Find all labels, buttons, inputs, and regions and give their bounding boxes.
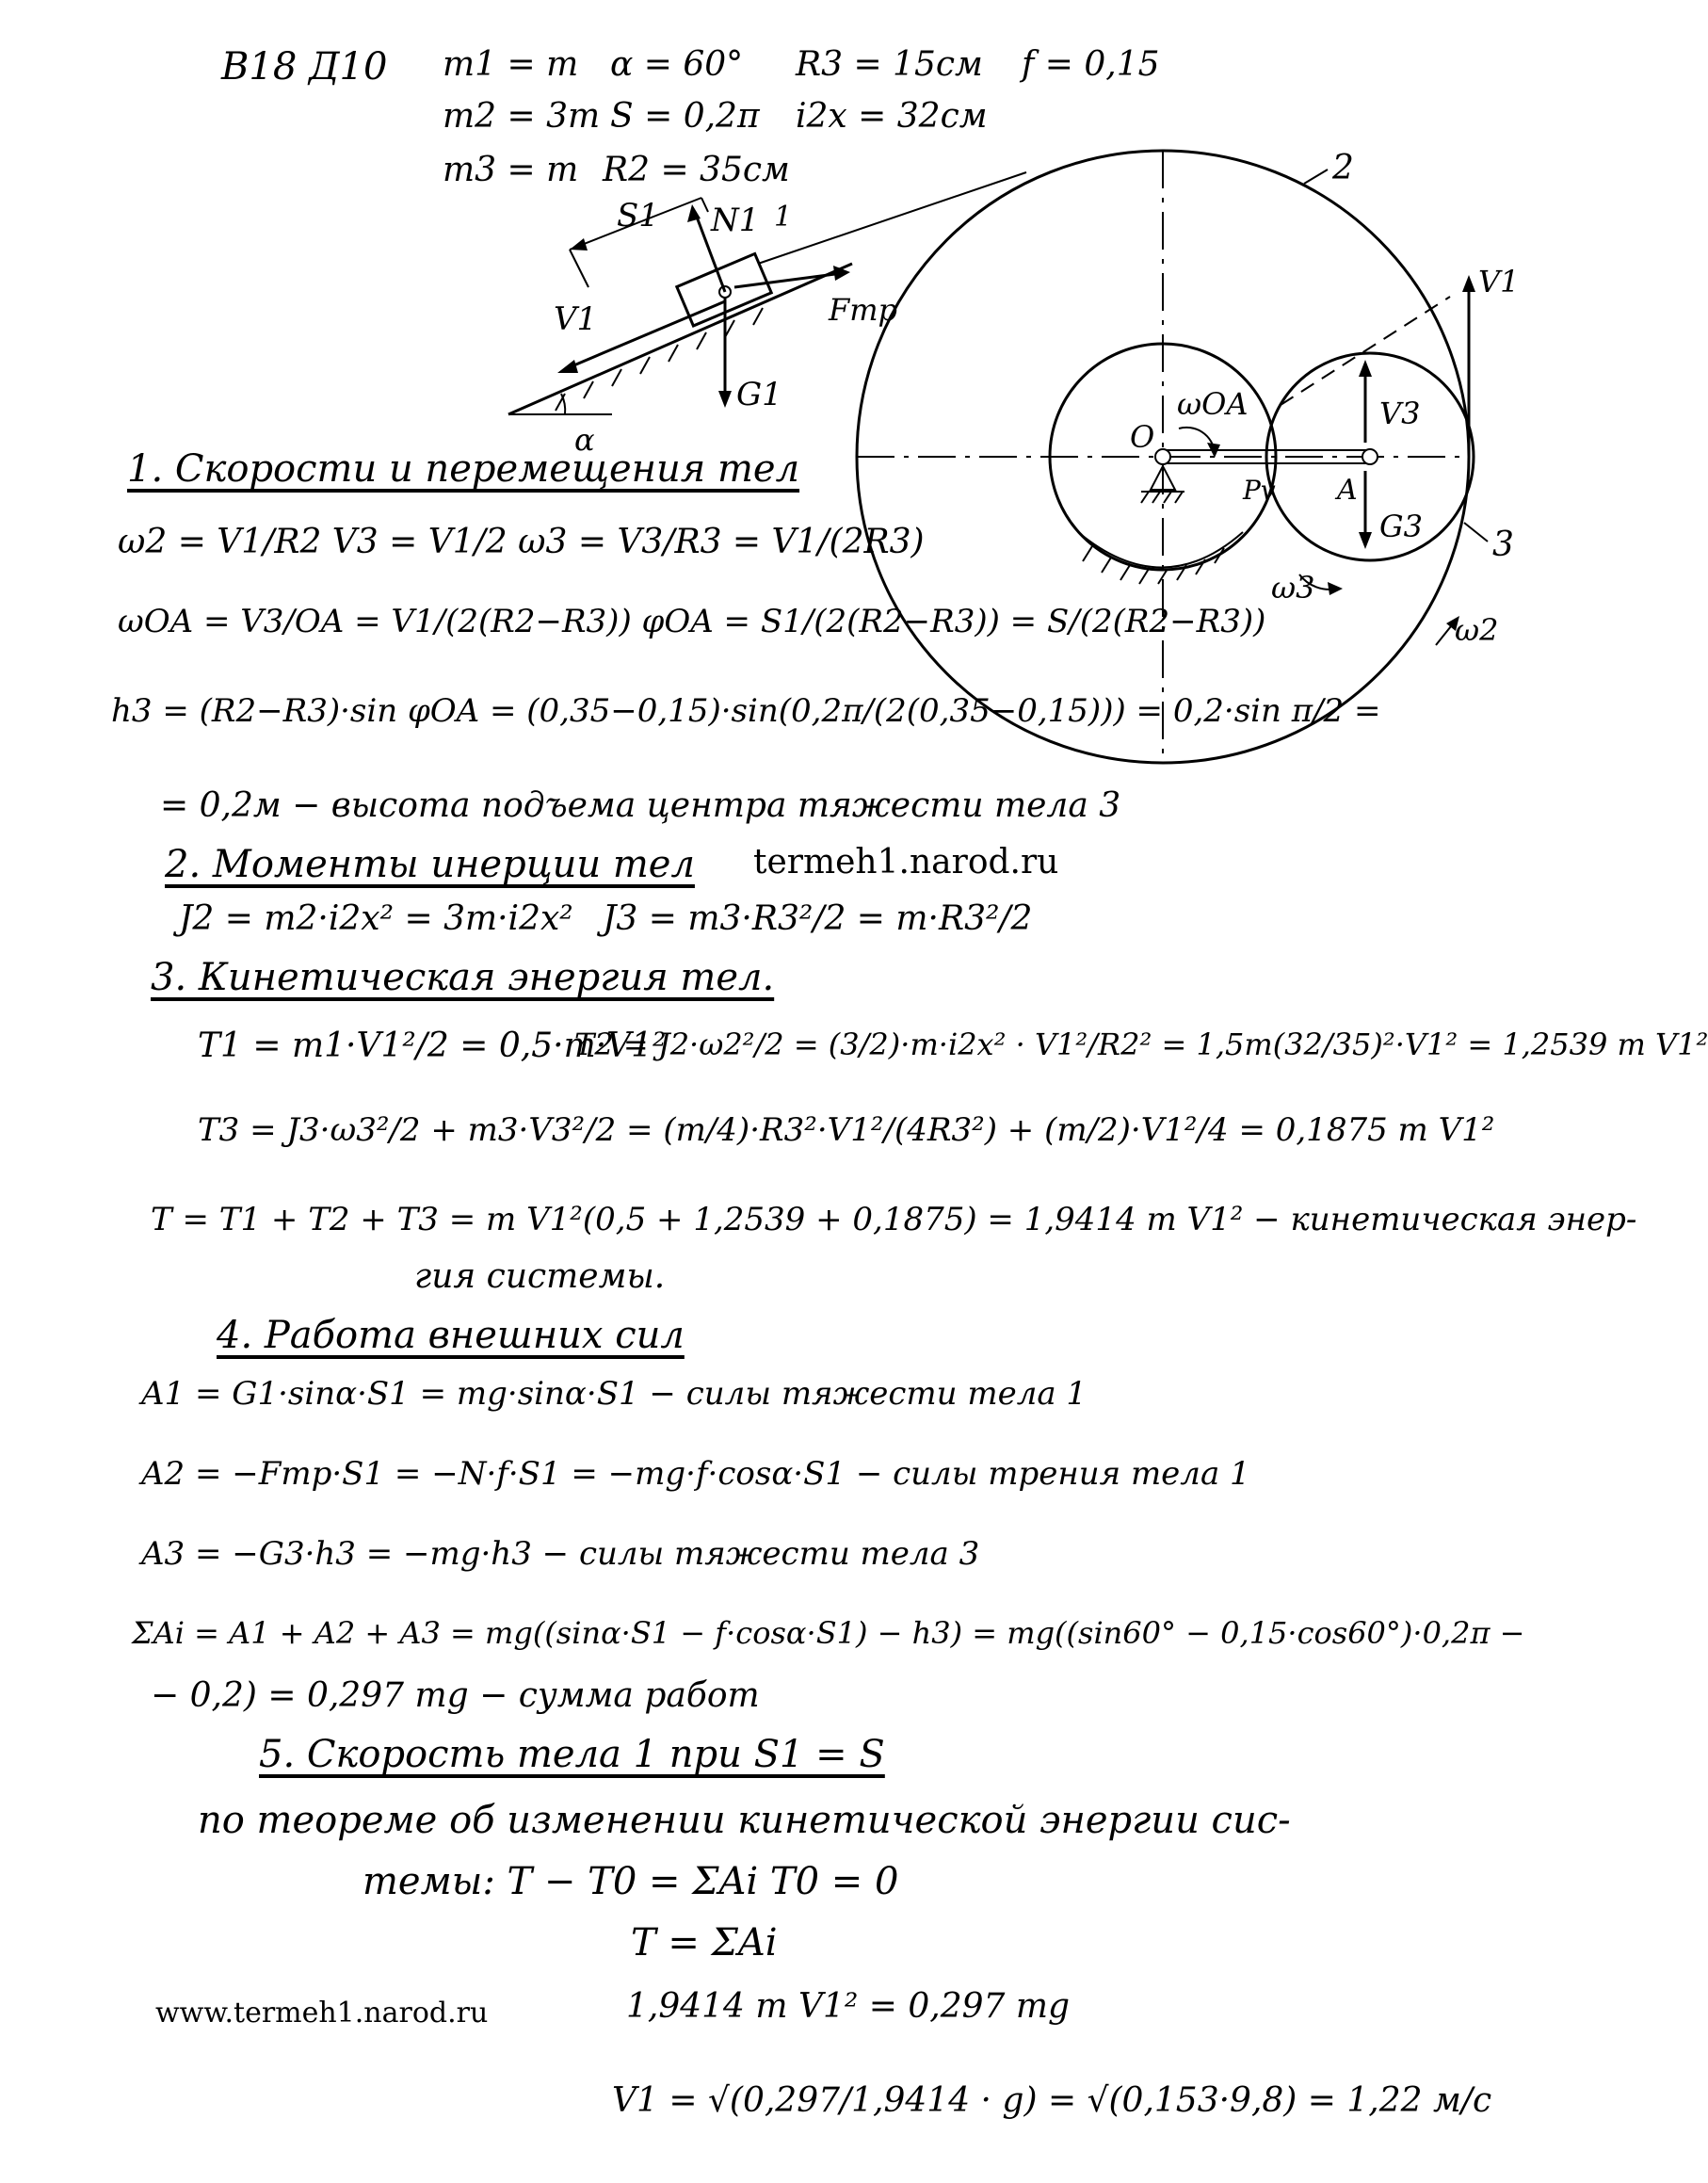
label-body1: 1	[774, 201, 793, 234]
param-i2x: i2x = 32см	[796, 97, 988, 136]
section-2-line-1: J2 = m2·i2x² = 3m·i2x²	[179, 899, 573, 938]
param-r3: R3 = 15см	[796, 45, 983, 84]
label-v3: V3	[1379, 396, 1421, 431]
label-body2: 2	[1332, 149, 1354, 187]
section-3-title: 3. Кинетическая энергия тел.	[151, 956, 775, 999]
label-omega3: ω3	[1271, 570, 1315, 606]
section-3-line-2: T2 = J2·ω2²/2 = (3/2)·m·i2x² · V1²/R2² = 1,5m(32/35)²·V1² = 1,2539 m V1²	[574, 1027, 1708, 1062]
section-4-title: 4. Работа внешних сил	[217, 1314, 685, 1357]
param-m3: m3 = m	[443, 151, 579, 189]
section-4-line-1: A1 = G1·sinα·S1 = mg·sinα·S1 − силы тяжести тела 1	[141, 1375, 1088, 1413]
section-5-title: 5. Скорость тела 1 при S1 = S	[259, 1733, 885, 1776]
label-alpha: α	[574, 422, 595, 458]
section-5-line-2: темы: T − T0 = ΣAi T0 = 0	[363, 1860, 899, 1903]
label-v1-left: V1	[554, 300, 598, 338]
label-n1: N1	[711, 202, 760, 239]
section-4-line-5: − 0,2) = 0,297 mg − сумма работ	[151, 1676, 760, 1715]
section-3-line-5: гия системы.	[414, 1257, 666, 1296]
param-r2: R2 = 35см	[603, 151, 790, 189]
label-g3: G3	[1379, 509, 1423, 544]
section-5-line-4: 1,9414 m V1² = 0,297 mg	[626, 1987, 1071, 2026]
section-2-title: 2. Моменты инерции тел	[165, 843, 695, 886]
variant-label: В18 Д10	[221, 45, 388, 89]
section-5-line-5: V1 = √(0,297/1,9414 · g) = √(0,153·9,8) = 1,22 м/с	[612, 2081, 1492, 2120]
param-m1: m1 = m	[443, 45, 579, 84]
section-1-line-2: ωOA = V3/OA = V1/(2(R2−R3)) φOA = S1/(2(R2−R3)) = S/(2(R2−R3))	[118, 603, 1266, 640]
section-4-line-2: A2 = −Fтр·S1 = −N·f·S1 = −mg·f·cosα·S1 − силы трения тела 1	[141, 1455, 1250, 1493]
section-4-line-4: ΣAi = A1 + A2 + A3 = mg((sinα·S1 − f·cosα·S1) − h3) = mg((sin60° − 0,15·cos60°)·0,2π −	[132, 1615, 1525, 1651]
section-2-site: termeh1.narod.ru	[753, 843, 1059, 881]
label-s1: S1	[617, 197, 659, 234]
label-body3: 3	[1492, 526, 1514, 564]
section-3-line-1: T1 = m1·V1²/2 = 0,5·m·V1²	[198, 1027, 667, 1065]
section-1-line-4: = 0,2м − высота подъема центра тяжести тела 3	[160, 786, 1121, 825]
param-m2: m2 = 3m	[443, 97, 601, 136]
section-1-line-3: h3 = (R2−R3)·sin φOA = (0,35−0,15)·sin(0,2π/(2(0,35−0,15))) = 0,2·sin π/2 =	[111, 692, 1381, 730]
label-v1-right: V1	[1478, 264, 1520, 299]
label-g1: G1	[736, 376, 782, 413]
label-o: O	[1130, 419, 1155, 455]
label-ftr: Fтр	[829, 292, 898, 328]
point-o	[1155, 449, 1170, 464]
section-4-line-3: A3 = −G3·h3 = −mg·h3 − силы тяжести тела 3	[141, 1535, 980, 1573]
section-5-line-1: по теореме об изменении кинетической энергии сис-	[198, 1799, 1291, 1842]
param-s: S = 0,2π	[610, 97, 760, 136]
point-a	[1362, 449, 1378, 464]
section-2-line-2: J3 = m3·R3²/2 = m·R3²/2	[603, 899, 1033, 938]
label-omega2: ω2	[1455, 612, 1499, 648]
label-omega-oa: ωOA	[1177, 386, 1249, 422]
section-3-line-4: T = T1 + T2 + T3 = m V1²(0,5 + 1,2539 + 0,1875) = 1,9414 m V1² − кинетическая энер-	[151, 1201, 1637, 1238]
section-3-line-3: T3 = J3·ω3²/2 + m3·V3²/2 = (m/4)·R3²·V1²/(4R3²) + (m/2)·V1²/4 = 0,1875 m V1²	[198, 1111, 1495, 1149]
footer-website: www.termeh1.narod.ru	[155, 1997, 489, 2029]
param-f: f = 0,15	[1022, 45, 1160, 84]
param-alpha: α = 60°	[610, 45, 744, 84]
label-pv: Pv	[1243, 475, 1276, 506]
section-1-title: 1. Скорости и перемещения тел	[127, 447, 800, 491]
label-a: A	[1337, 474, 1358, 507]
rope	[758, 172, 1026, 264]
section-1-line-1: ω2 = V1/R2 V3 = V1/2 ω3 = V3/R3 = V1/(2R3)	[118, 523, 925, 561]
section-5-line-3: T = ΣAi	[631, 1921, 778, 1965]
